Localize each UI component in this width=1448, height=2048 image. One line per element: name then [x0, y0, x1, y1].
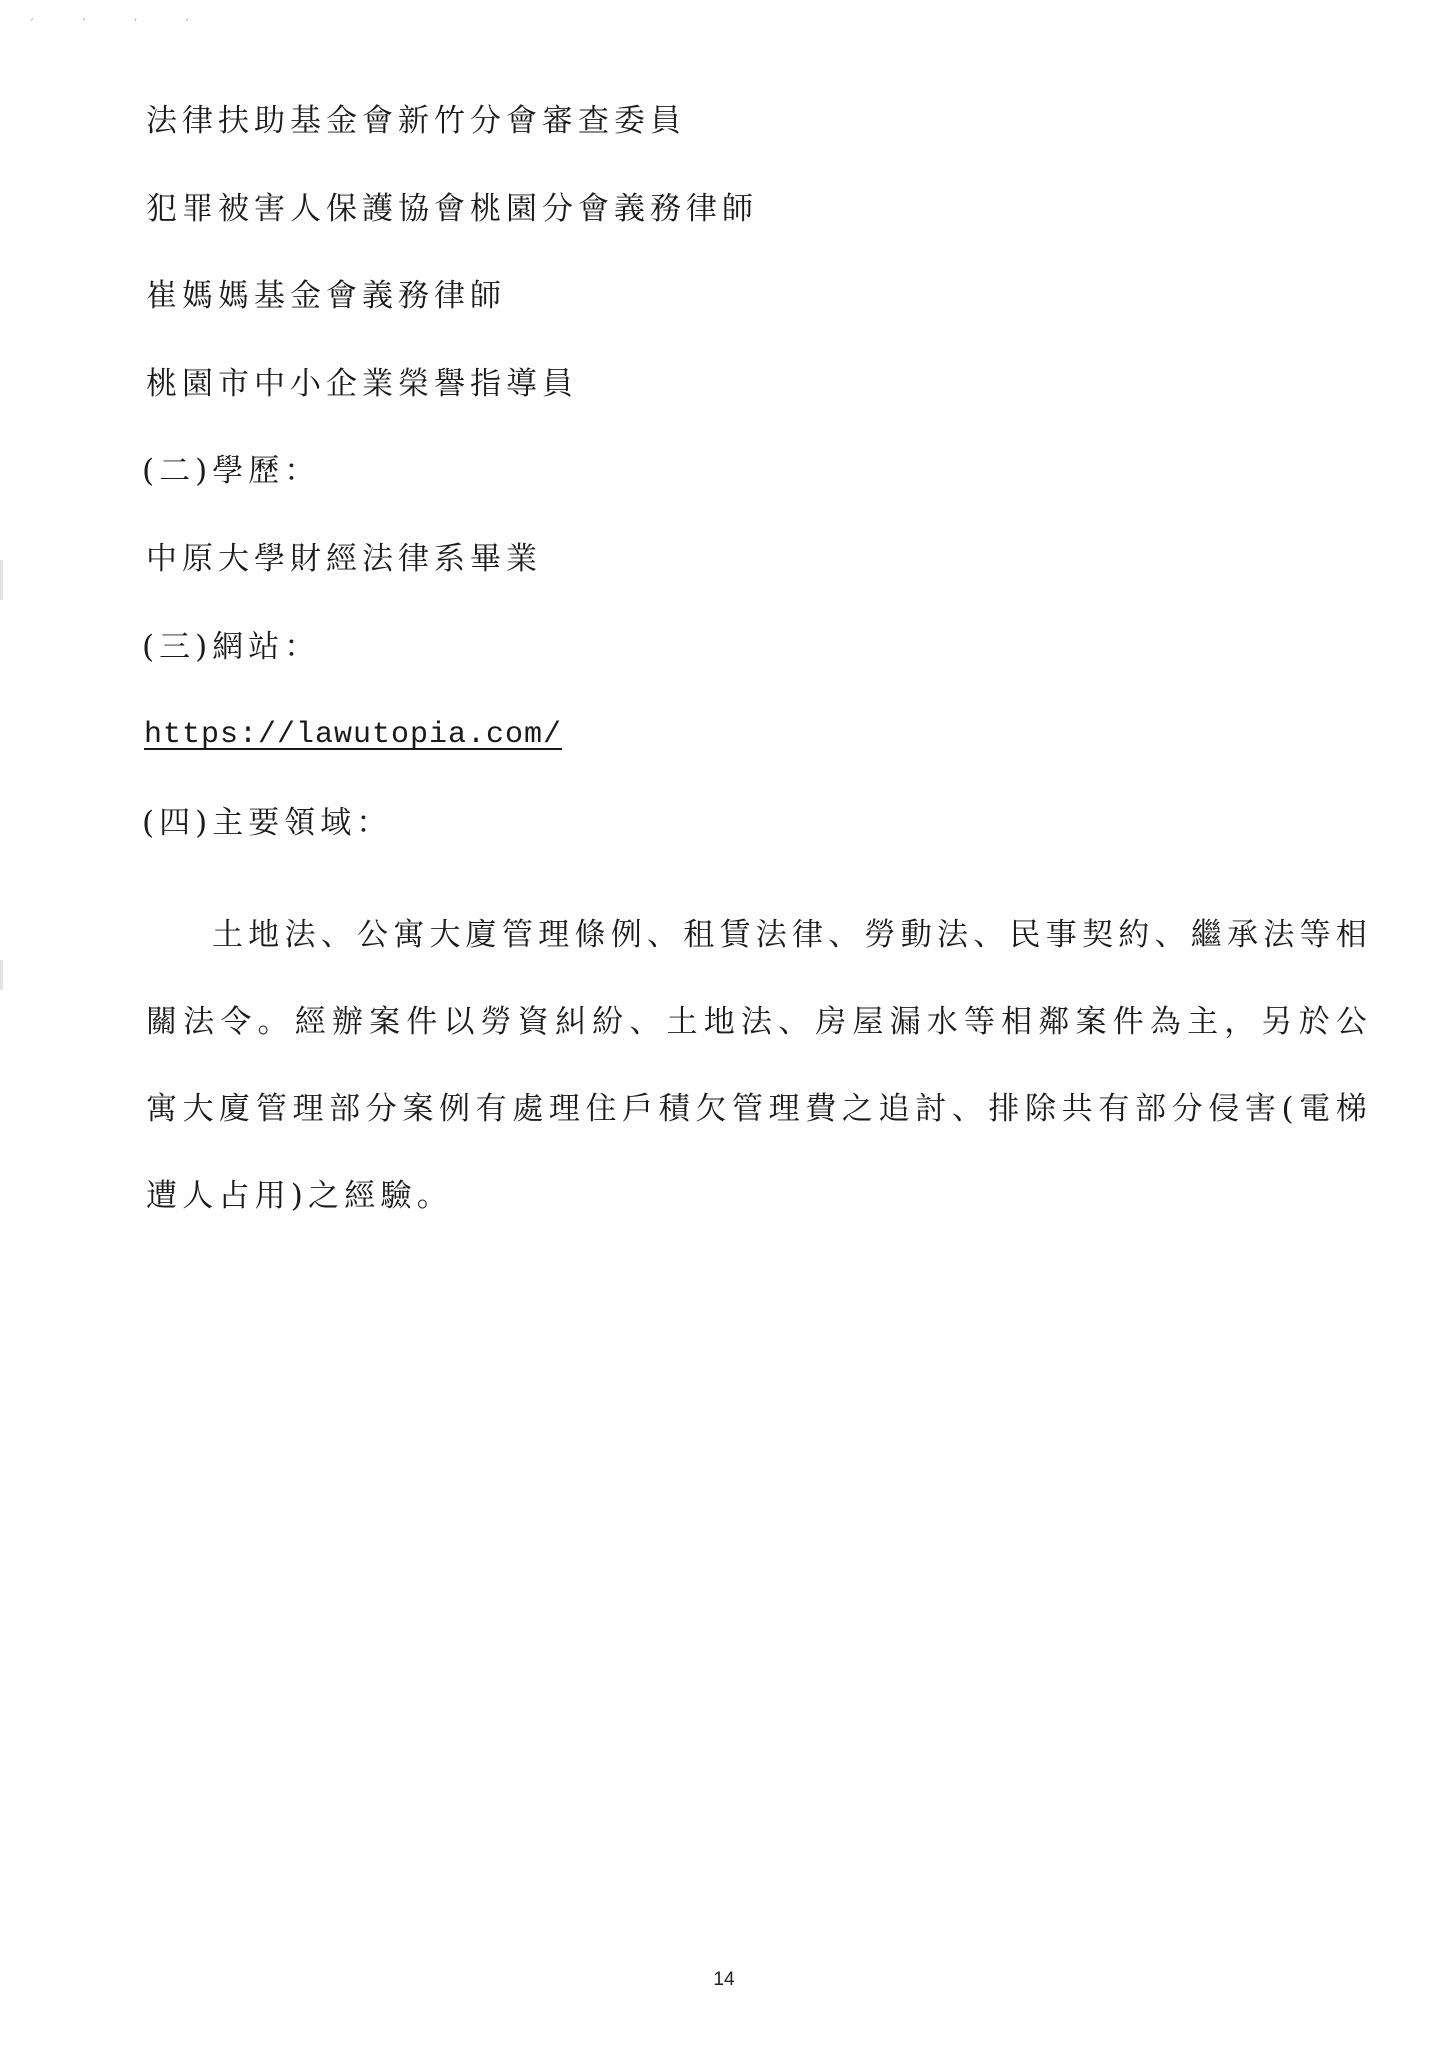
scan-artifact-marks: ’ ʼ ‘ ʻ: [30, 16, 211, 30]
experience-line-sme-advisor: 桃園市中小企業榮譽指導員: [146, 366, 578, 402]
scan-edge-shadow: [0, 960, 3, 990]
education-heading: (二)學歷：: [142, 453, 321, 489]
practice-areas-heading: (四)主要領域：: [142, 805, 393, 841]
website-link[interactable]: https://lawutopia.com/: [144, 718, 563, 752]
experience-line-legal-aid: 法律扶助基金會新竹分會審查委員: [146, 103, 686, 139]
experience-line-victim-protection: 犯罪被害人保護協會桃園分會義務律師: [146, 191, 758, 227]
practice-areas-paragraph: 土地法、公寓大廈管理條例、租賃法律、勞動法、民事契約、繼承法等相關法令。經辦案件以勞資糾紛、土地法、房屋漏水等相鄰案件為主，另於公寓大廈管理部分案例有處理住戶積欠管理費之追討、排除共有部分侵害(電梯遭人占用)之經驗。: [146, 917, 1372, 1214]
experience-line-tsuei-mama: 崔媽媽基金會義務律師: [146, 278, 506, 314]
scan-edge-shadow: [0, 560, 3, 600]
education-text: 中原大學財經法律系畢業: [146, 541, 542, 577]
website-heading: (三)網站：: [142, 629, 321, 665]
page-number: 14: [713, 1969, 735, 1990]
